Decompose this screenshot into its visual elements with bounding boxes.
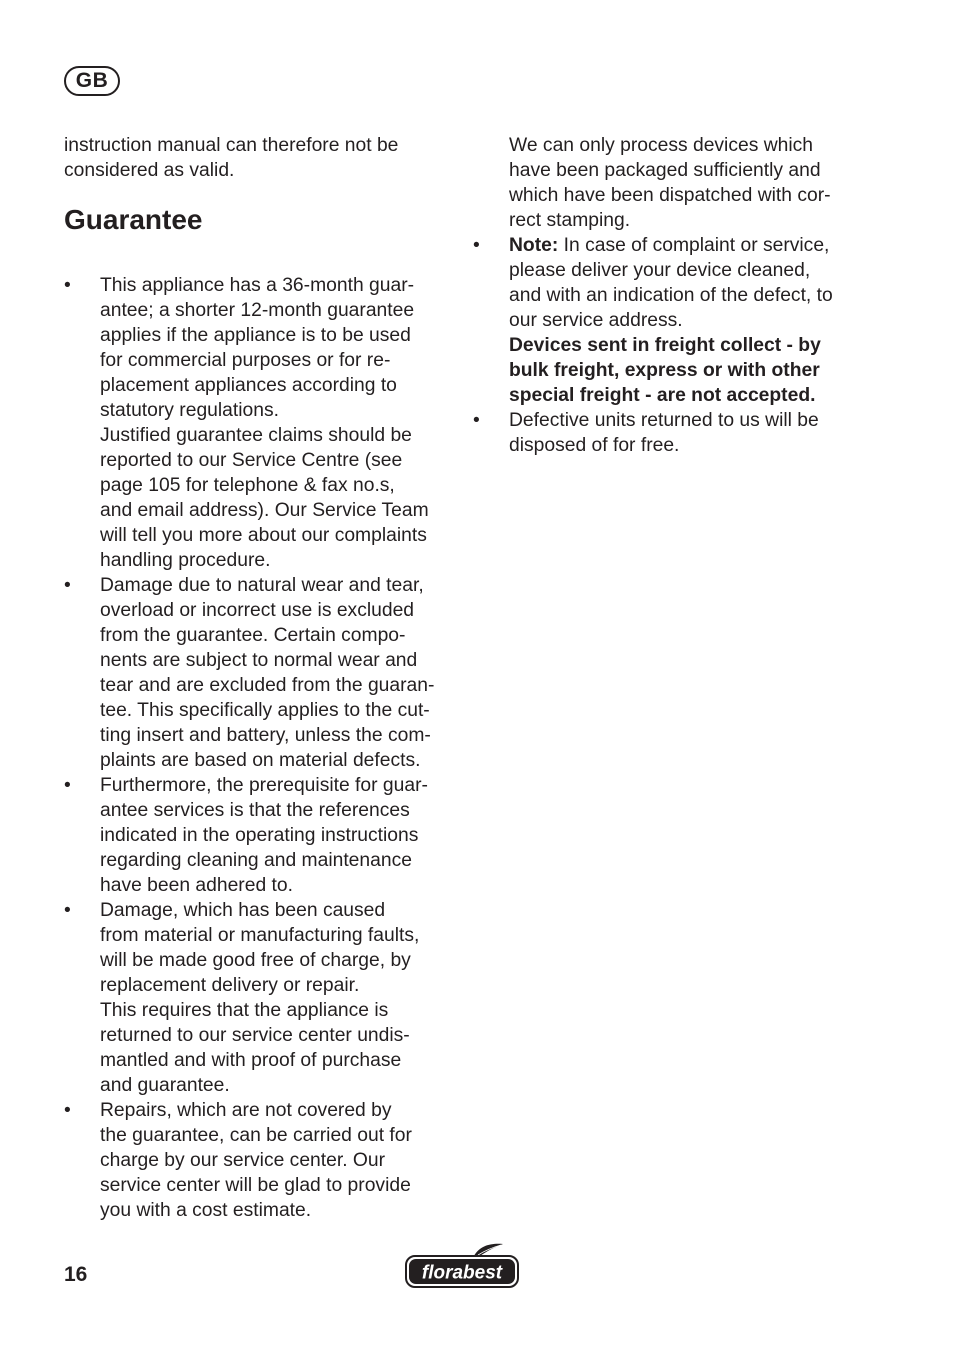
continuation-paragraph <box>473 133 873 233</box>
warning-line: bulk freight, express or with other <box>509 360 820 381</box>
language-code: GB <box>75 69 109 92</box>
list-item <box>64 573 456 773</box>
text-line: applies if the appliance is to be used <box>100 325 411 346</box>
text-line: and guarantee. <box>100 1075 230 1096</box>
text-line: plaints are based on material defects. <box>100 750 421 771</box>
text-line: charge by our service center. Our <box>100 1150 386 1171</box>
text-line: antee services is that the references <box>100 800 410 821</box>
text-line: disposed of for free. <box>509 435 680 456</box>
text-line: have been adhered to. <box>100 875 293 896</box>
text-line: This requires that the appliance is <box>100 1000 389 1021</box>
bullet-mark: • <box>64 575 71 596</box>
text-line: our service address. <box>509 310 683 331</box>
text-line: Defective units returned to us will be <box>509 410 819 431</box>
page-number: 16 <box>64 1263 88 1286</box>
warning-line: special freight - are not accepted. <box>509 385 816 406</box>
bullet-mark: • <box>64 275 71 296</box>
text-line: mantled and with proof of purchase <box>100 1050 402 1071</box>
text-line: Repairs, which are not covered by <box>100 1100 392 1121</box>
list-item <box>64 1098 456 1223</box>
brand-logo <box>404 1242 520 1295</box>
service-list <box>473 233 873 458</box>
text-line: will tell you more about our complaints <box>100 525 427 546</box>
note-label: Note: <box>509 235 559 256</box>
language-badge <box>64 66 120 96</box>
intro-paragraph <box>64 133 456 183</box>
bullet-mark: • <box>473 235 480 256</box>
list-item <box>64 273 456 573</box>
text-line: placement appliances according to <box>100 375 397 396</box>
text-line: statutory regulations. <box>100 400 279 421</box>
list-item <box>473 408 873 458</box>
right-column <box>473 133 873 458</box>
text-line: Justified guarantee claims should be <box>100 425 412 446</box>
section-heading: Guarantee <box>64 204 203 235</box>
text-line: Furthermore, the prerequisite for guar- <box>100 775 428 796</box>
bullet-mark: • <box>64 1100 71 1121</box>
florabest-logo <box>404 1242 520 1290</box>
text-line: ting insert and battery, unless the com- <box>100 725 431 746</box>
text-line: the guarantee, can be carried out for <box>100 1125 412 1146</box>
text-line: please deliver your device cleaned, <box>509 260 811 281</box>
text-line: will be made good free of charge, by <box>100 950 411 971</box>
text-line: and email address). Our Service Team <box>100 500 429 521</box>
text-line <box>509 233 873 258</box>
text-line: have been packaged sufficiently and <box>509 160 821 181</box>
list-item <box>64 773 456 898</box>
guarantee-list <box>64 273 456 1223</box>
text-line: This appliance has a 36-month guar- <box>100 275 415 296</box>
text-line: service center will be glad to provide <box>100 1175 411 1196</box>
text-line: for commercial purposes or for re- <box>100 350 391 371</box>
list-item-note <box>473 233 873 408</box>
left-column <box>64 133 456 1223</box>
text-line: tee. This specifically applies to the cut- <box>100 700 430 721</box>
logo-text: florabest <box>421 1262 503 1284</box>
text-line: returned to our service center undis- <box>100 1025 410 1046</box>
text-line: Damage due to natural wear and tear, <box>100 575 424 596</box>
text-line: considered as valid. <box>64 160 235 181</box>
text-line: handling procedure. <box>100 550 271 571</box>
note-text: In case of complaint or service, <box>558 235 830 256</box>
text-line: replacement delivery or repair. <box>100 975 360 996</box>
bullet-mark: • <box>64 900 71 921</box>
bullet-mark: • <box>64 775 71 796</box>
text-line: from the guarantee. Certain compo- <box>100 625 406 646</box>
text-line: you with a cost estimate. <box>100 1200 312 1221</box>
text-line: which have been dispatched with cor- <box>509 185 831 206</box>
text-line: We can only process devices which <box>509 135 813 156</box>
text-line: and with an indication of the defect, to <box>509 285 833 306</box>
text-line: regarding cleaning and maintenance <box>100 850 412 871</box>
text-line: nents are subject to normal wear and <box>100 650 418 671</box>
text-line: antee; a shorter 12-month guarantee <box>100 300 415 321</box>
text-line: overload or incorrect use is excluded <box>100 600 415 621</box>
bullet-mark: • <box>473 410 480 431</box>
text-line: page 105 for telephone & fax no.s, <box>100 475 395 496</box>
warning-line: Devices sent in freight collect - by <box>509 335 821 356</box>
text-line: instruction manual can therefore not be <box>64 135 399 156</box>
text-line: indicated in the operating instructions <box>100 825 419 846</box>
list-item <box>64 898 456 1098</box>
text-line: reported to our Service Centre (see <box>100 450 403 471</box>
text-line: Damage, which has been caused <box>100 900 386 921</box>
text-line: tear and are excluded from the guaran- <box>100 675 435 696</box>
text-line: from material or manufacturing faults, <box>100 925 420 946</box>
text-line: rect stamping. <box>509 210 631 231</box>
